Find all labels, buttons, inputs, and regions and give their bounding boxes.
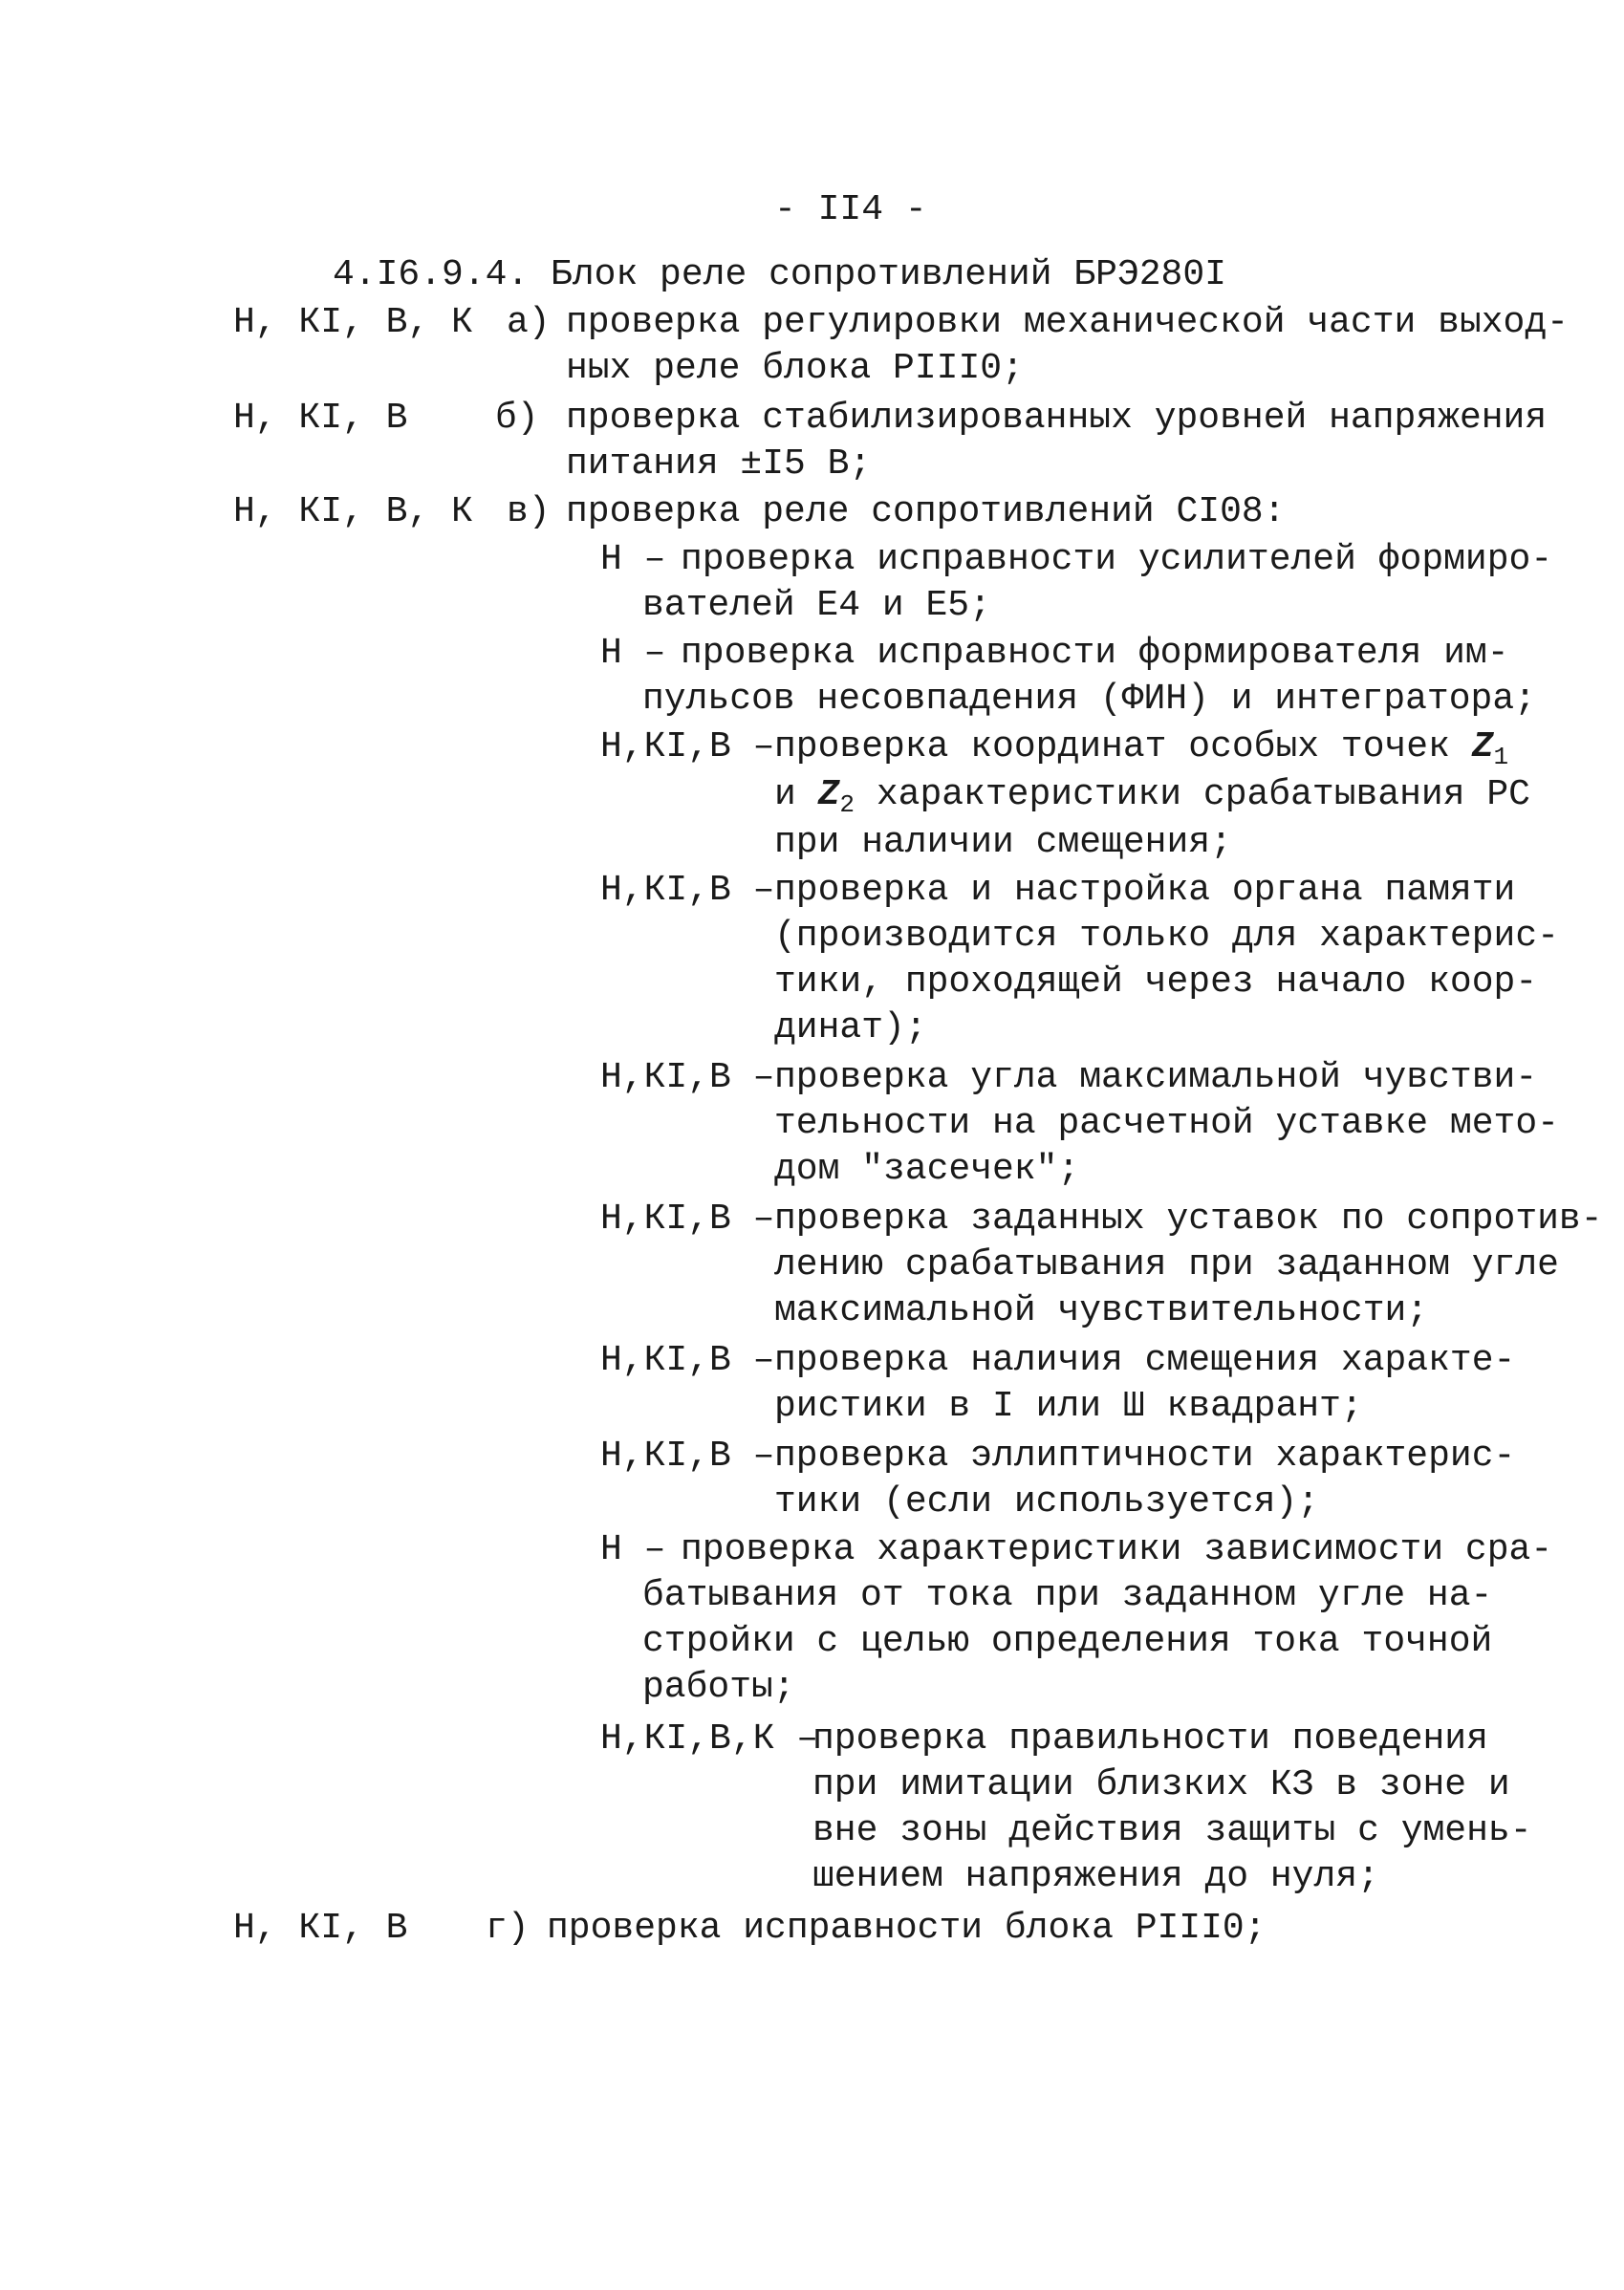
z2-subscript: 2 [839,790,855,819]
subitem-line: вателей Е4 и Е5; [642,585,991,626]
item-a-letter: а) [507,302,551,343]
subitem-line: проверка и настройка органа памяти [774,870,1516,911]
subitem-line: вне зоны действия защиты с умень- [812,1810,1532,1851]
item-v-codes: Н, КI, В, К [233,491,473,532]
subitem-code: Н,КI,В – [600,1199,775,1240]
subitem-code: Н – [600,1529,666,1570]
z1-symbol: Z [1471,726,1494,767]
subitem-line: пульсов несовпадения (ФИН) и интегратора; [642,679,1536,720]
subitem-code: Н,КI,В – [600,1436,775,1477]
subitem-line: при имитации близких КЗ в зоне и [812,1764,1510,1805]
item-a-line: проверка регулировки механической части выход- [566,302,1569,343]
subitem-code: Н,КI,В – [600,1057,775,1098]
subitem-line: (производится только для характерис- [774,916,1559,957]
subitem-line: максимальной чувствительности; [774,1290,1429,1331]
subitem-line: тельности на расчетной уставке мето- [774,1103,1559,1144]
item-b-line: проверка стабилизированных уровней напряжения [566,398,1548,439]
item-g-line: проверка исправности блока РIII0; [547,1908,1267,1949]
subitem-line: проверка исправности усилителей формиро- [681,539,1553,580]
subitem-line: проверка правильности поведения [812,1718,1488,1760]
subitem-line: батывания от тока при заданном угле на- [642,1575,1493,1616]
subitem-code: Н,КI,В – [600,726,775,767]
subitem-line: проверка эллиптичности характерис- [774,1436,1516,1477]
subitem-line: проверка наличия смещения характе- [774,1340,1516,1381]
subitem-line: проверка заданных уставок по сопротив- [774,1199,1603,1240]
item-g-codes: Н, КI, В [233,1908,408,1949]
item-b-letter: б) [495,398,539,439]
subitem-text: характеристики срабатывания РС [855,774,1530,815]
subitem-line: ристики в I или Ш квадрант; [774,1386,1363,1427]
subitem-line: тики (если используется); [774,1481,1320,1523]
item-g-letter: г) [486,1908,530,1949]
section-heading: 4.I6.9.4. Блок реле сопротивлений БРЭ280I [333,254,1226,295]
subitem-line: работы; [642,1667,795,1708]
subitem-line: шением напряжения до нуля; [812,1856,1379,1897]
subitem-text: проверка координат особых точек [774,726,1472,767]
subitem-line: дом "засечек"; [774,1149,1080,1190]
subitem-line: при наличии смещения; [774,822,1232,863]
item-a-codes: Н, КI, В, К [233,302,473,343]
subitem-line: тики, проходящей через начало коор- [774,961,1538,1003]
subitem-text: и [774,774,818,815]
subitem-line: проверка угла максимальной чувстви- [774,1057,1538,1098]
page-number: - II4 - [774,189,927,230]
item-b-codes: Н, КI, В [233,398,408,439]
subitem-code: Н,КI,В – [600,1340,775,1381]
item-v-letter: в) [507,491,551,532]
subitem-line: динат); [774,1007,927,1048]
subitem-code: Н,КI,В – [600,870,775,911]
subitem-code: Н – [600,539,666,580]
subitem-line: проверка характеристики зависимости сра- [681,1529,1553,1570]
subitem-line: лению срабатывания при заданном угле [774,1244,1559,1285]
subitem-code: Н – [600,633,666,674]
item-v-line: проверка реле сопротивлений СI08: [566,491,1286,532]
z2-symbol: Z [817,774,840,815]
subitem-line: проверка исправности формирователя им- [681,633,1509,674]
subitem-code: Н,КI,В,К – [600,1718,819,1760]
z1-subscript: 1 [1493,743,1509,771]
item-b-line: питания ±I5 В; [566,443,872,485]
subitem-line: стройки с целью определения тока точной [642,1621,1493,1662]
item-a-line: ных реле блока РIII0; [566,348,1024,389]
